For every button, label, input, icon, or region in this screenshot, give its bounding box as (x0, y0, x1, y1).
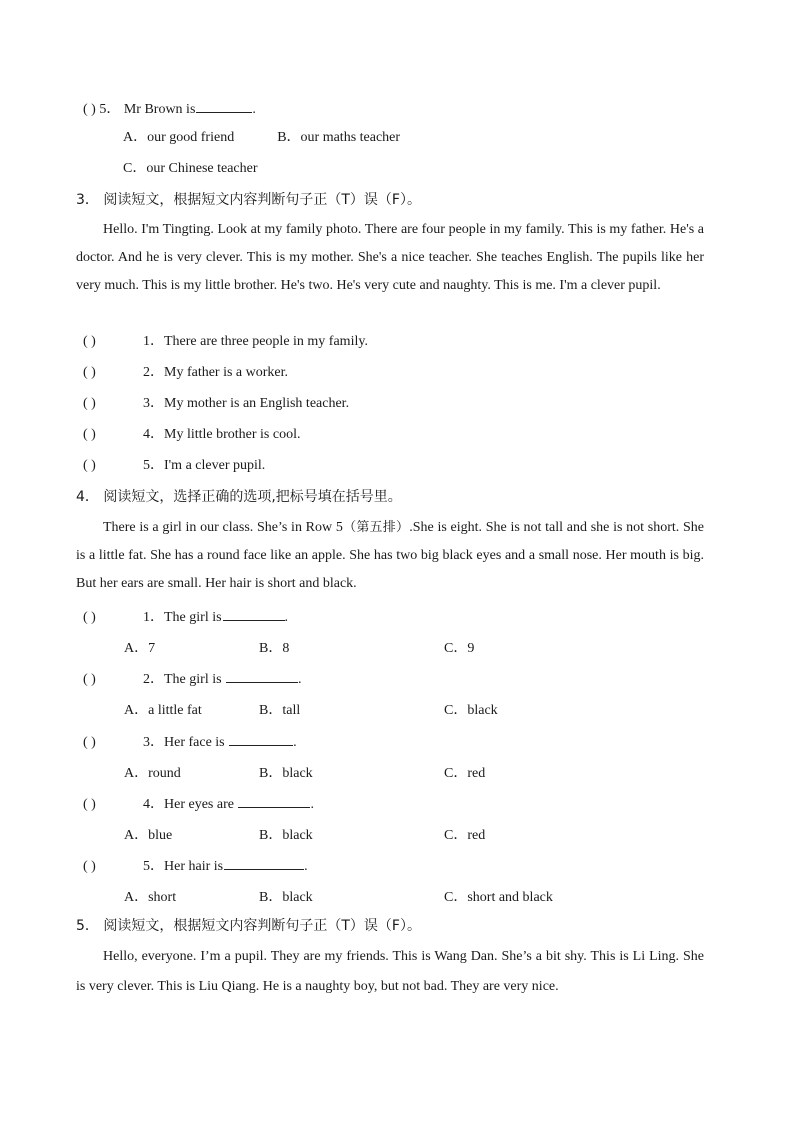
answer-blank[interactable] (238, 793, 310, 808)
answer-blank[interactable] (223, 606, 285, 621)
item-text: 2．My father is a worker. (143, 365, 289, 380)
answer-paren[interactable]: ( ) (83, 610, 96, 625)
answer-paren[interactable]: ( ) (83, 458, 96, 473)
option-b: B．our maths teacher (277, 130, 401, 145)
s3-item-4 (83, 426, 300, 444)
s4-q1-option-b: B．8 (259, 641, 290, 656)
question-text: 5．Her hair is (143, 859, 224, 874)
question-end: . (304, 859, 308, 874)
question-text: Mr Brown is (123, 102, 196, 117)
s4-q2-option-b: B．tall (259, 703, 301, 718)
question-number: 5． (99, 102, 121, 117)
question-end: . (293, 735, 297, 750)
prev-q5-options-row (123, 129, 400, 147)
answer-paren[interactable]: ( ) (83, 334, 96, 349)
item-text: 4．My little brother is cool. (143, 427, 301, 442)
s3-item-2 (83, 364, 288, 382)
s4-q4-option-c: C．red (444, 828, 486, 843)
passage-row-note: （第五排） (342, 520, 410, 535)
s3-item-5 (83, 457, 265, 475)
s4-question-3 (83, 731, 297, 752)
s4-q1-option-c: C．9 (444, 641, 475, 656)
question-text: 4．Her eyes are (143, 797, 238, 812)
s4-q2-option-c: C．black (444, 703, 498, 718)
question-text: 2．The girl is (143, 672, 226, 687)
question-end: . (298, 672, 302, 687)
s4-q5-option-a: A．short (124, 890, 177, 905)
answer-blank[interactable] (229, 731, 293, 746)
passage-part-2: .She is eight. She is not tall and she is not short. She is a little fat. She has a round face like an apple. She has two big black eyes and a small nose. Her mouth is big. But her ears are small. Her hair is short and black. (76, 520, 705, 591)
s4-q3-option-a: A．round (124, 766, 181, 781)
passage-part-1: There is a girl in our class. She’s in Row 5 (103, 520, 343, 535)
answer-paren[interactable]: ( ) (83, 859, 96, 874)
item-text: 5．I'm a clever pupil. (143, 458, 266, 473)
answer-paren: ( ) (83, 102, 96, 117)
question-end: . (310, 797, 314, 812)
s4-question-1 (83, 606, 288, 627)
answer-blank[interactable] (226, 668, 298, 683)
answer-paren[interactable]: ( ) (83, 427, 96, 442)
section-3-heading: 3． 阅读短文，根据短文内容判断句子正（T）误（F）。 (76, 192, 421, 208)
s3-item-1 (83, 333, 368, 351)
option-a: A．our good friend (123, 130, 235, 145)
section-5-heading: 5． 阅读短文，根据短文内容判断句子正（T）误（F）。 (76, 918, 421, 934)
answer-paren[interactable]: ( ) (83, 396, 96, 411)
answer-paren[interactable]: ( ) (83, 735, 96, 750)
s4-question-2 (83, 668, 302, 689)
s4-q5-option-b: B．black (259, 890, 313, 905)
s4-q4-option-a: A．blue (124, 828, 173, 843)
s4-q5-option-c: C．short and black (444, 890, 553, 905)
s4-question-5 (83, 855, 308, 876)
s4-q3-option-c: C．red (444, 766, 486, 781)
item-text: 3．My mother is an English teacher. (143, 396, 350, 411)
prev-question-5 (83, 98, 256, 119)
question-text: 3．Her face is (143, 735, 229, 750)
answer-blank[interactable] (224, 855, 304, 870)
answer-paren[interactable]: ( ) (83, 797, 96, 812)
section-4-heading: 4． 阅读短文，选择正确的选项,把标号填在括号里。 (76, 489, 402, 505)
s4-question-4 (83, 793, 314, 814)
s3-item-3 (83, 395, 349, 413)
section-5-passage: Hello, everyone. I’m a pupil. They are my friends. This is Wang Dan. She’s a bit shy. This is Li Ling. She is very clever. This is Liu Qiang. He is a naughty boy, but not bad. They are very nice. (76, 949, 704, 994)
s4-q1-option-a: A．7 (124, 641, 156, 656)
s4-q4-option-b: B．black (259, 828, 313, 843)
answer-paren[interactable]: ( ) (83, 365, 96, 380)
s4-q2-option-a: A．a little fat (124, 703, 202, 718)
prev-q5-option-c: C．our Chinese teacher (123, 161, 258, 176)
section-4-passage (76, 514, 704, 598)
question-end: . (284, 610, 289, 625)
answer-paren[interactable]: ( ) (83, 672, 96, 687)
section-3-passage: Hello. I'm Tingting. Look at my family photo. There are four people in my family. This is my father. He's a doctor. And he is very clever. This is my mother. She's a nice teacher. She teaches English. The pupils like her very much. This is my little brother. He's two. He's very cute and naughty. This is me. I'm a clever pupil. (76, 222, 704, 293)
answer-blank[interactable] (196, 98, 252, 113)
item-text: 1．There are three people in my family. (143, 334, 368, 349)
question-text: 1．The girl is (143, 610, 222, 625)
s4-q3-option-b: B．black (259, 766, 313, 781)
question-end: . (252, 102, 256, 117)
